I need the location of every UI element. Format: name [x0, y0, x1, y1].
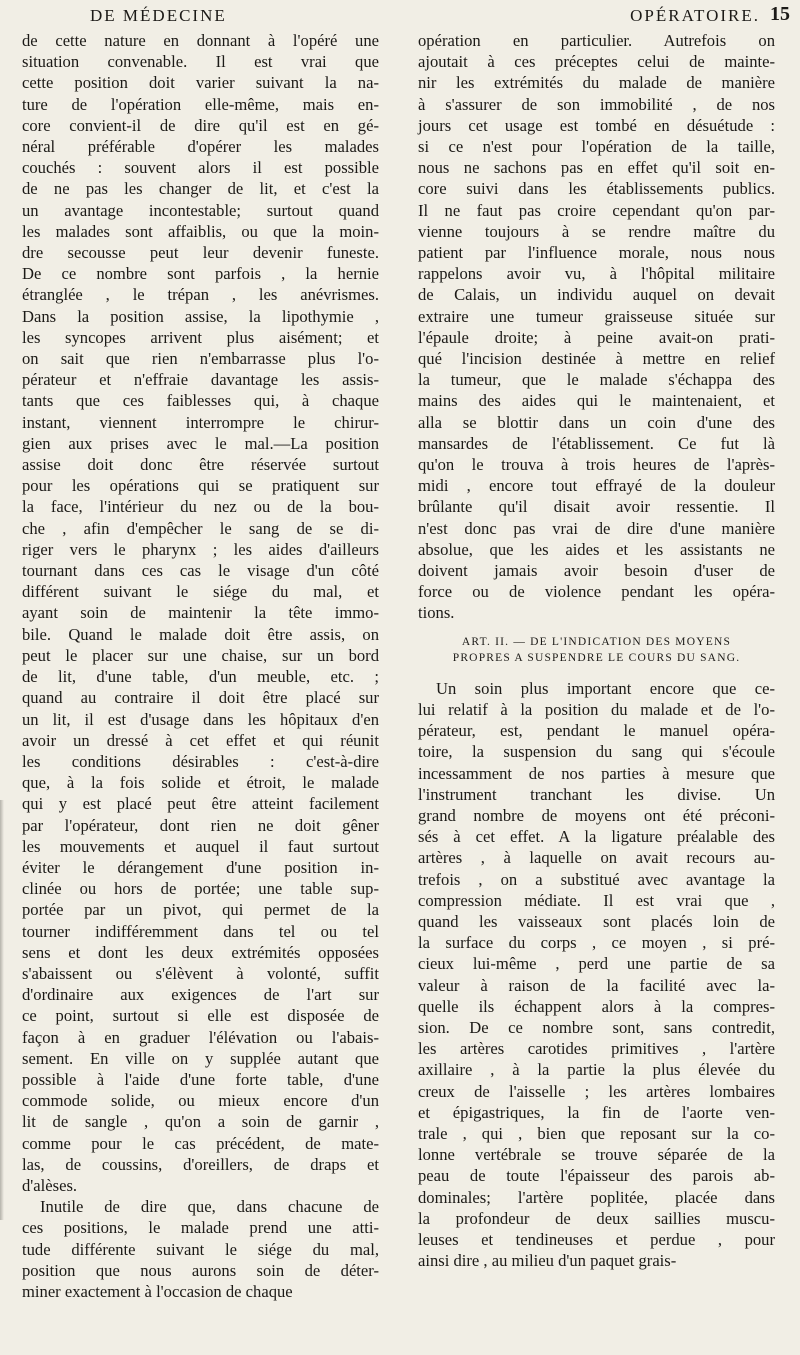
text-line: n'est donc pas vrai de dire d'une manière	[418, 518, 775, 538]
page-number: 15	[770, 3, 790, 25]
text-line: Un soin plus important encore que ce-	[436, 678, 775, 698]
text-line: toire, la suspension du sang qui s'écoule	[418, 742, 775, 762]
text-line: nir les extrémités du malade de manière	[418, 73, 775, 93]
text-line: ce point, surtout si elle est disposée de	[22, 1006, 379, 1026]
text-line: les mouvements et auquel il faut surtout	[22, 836, 379, 856]
header-left-title: DE MÉDECINE	[90, 6, 227, 25]
text-line: creux de l'aisselle ; les artères lombaires	[418, 1081, 775, 1101]
text-line: core convient-il de dire qu'il est en gé-	[22, 115, 379, 135]
text-line: on sait que rien n'embarrasse plus l'o-	[22, 349, 379, 369]
text-line: d'ordinaire aux exigences de l'art sur	[22, 985, 379, 1005]
text-line: riger vers le pharynx ; les aides d'ailleurs	[22, 539, 379, 559]
text-line: si ce n'est pour l'opération de la taille,	[418, 137, 775, 157]
text-line: peau de toute l'épaisseur des parois ab-	[418, 1166, 775, 1186]
text-line: absolue, que les aides et les assistants ne	[418, 539, 775, 559]
text-line: Dans la position assise, la lipothymie ,	[22, 306, 379, 326]
text-line: pour les opérations qui se pratiquent sur	[22, 476, 379, 496]
text-line: dominales; l'artère poplitée, placée dans	[418, 1187, 775, 1207]
text-line: les malades sont affaiblis, ou que la moin-	[22, 221, 379, 241]
text-line: force ou de violence pendant les opéra-	[418, 582, 775, 602]
text-line: lui relatif à la position du malade et de l'o-	[418, 699, 775, 719]
text-line: lit de sangle , qu'on a soin de garnir ,	[22, 1112, 379, 1132]
text-line: pérateur, est, pendant le manuel opéra-	[418, 721, 775, 741]
text-line: différent suivant le siége du mal, et	[22, 582, 379, 602]
text-line: un lit, il est d'usage dans les hôpitaux d'en	[22, 709, 379, 729]
text-line: l'instrument tranchant les divise. Un	[418, 784, 775, 804]
text-line: rappelons avoir vu, à l'hôpital militaire	[418, 264, 775, 284]
text-line: gien aux prises avec le mal.—La position	[22, 433, 379, 453]
text-line: patient par l'influence morale, nous nous	[418, 243, 775, 263]
text-line: trale , qui , bien que reposant sur la co-	[418, 1123, 775, 1143]
text-line: peut le placer sur une chaise, sur un bord	[22, 645, 379, 665]
text-line: la surface du corps , ce moyen , si pré-	[418, 933, 775, 953]
text-line: opération en particulier. Autrefois on	[418, 31, 775, 50]
text-line: tants que ces faiblesses qui, à chaque	[22, 391, 379, 411]
text-line: l'épaule droite; à peine avait-on prati-	[418, 327, 775, 347]
text-line: quand au contraire il doit être placé sur	[22, 688, 379, 708]
text-line: à s'assurer de son immobilité , de nos	[418, 94, 775, 114]
text-line: brûlante qu'il disait avoir ressentie. Il	[418, 497, 775, 517]
text-line: la face, l'intérieur du nez ou de la bou-	[22, 497, 379, 517]
text-line: possible à l'aide d'une forte table, d'une	[22, 1069, 379, 1089]
text-line: assise doit donc être réservée surtout	[22, 455, 379, 475]
text-line: qu'on le trouva à trois heures de l'après-	[418, 455, 775, 475]
text-line: d'alèses.	[22, 1175, 78, 1195]
text-line: ayant soin de maintenir la tête immo-	[22, 603, 379, 623]
text-line: vienne toujours à se rendre maître du	[418, 221, 775, 241]
text-line: éviter le dérangement d'une position in-	[22, 857, 379, 877]
text-line: sens et dont les deux extrémités opposées	[22, 942, 379, 962]
text-line: façon à en graduer l'élévation ou l'abais-	[22, 1027, 379, 1047]
right-paragraph-2	[418, 678, 775, 1272]
text-line: quand les vaisseaux sont placés loin de	[418, 911, 775, 931]
text-line: clinée ou hors de portée; une table sup-	[22, 879, 379, 899]
text-line: couchés : souvent alors il est possible	[22, 158, 379, 178]
text-line: nous ne sachons pas en effet qu'il soit en-	[418, 158, 775, 178]
text-line: artères , à laquelle on avait recours au-	[418, 848, 775, 868]
text-line: pérateur et n'effraie davantage les assis-	[22, 370, 379, 390]
text-line: étranglée , le trépan , les anévrismes.	[22, 285, 379, 305]
text-line: et épigastriques, la fin de l'aorte ven-	[418, 1102, 775, 1122]
text-line: grand nombre de moyens ont été préconi-	[418, 805, 775, 825]
text-line: compression médiate. Il est vrai que ,	[418, 890, 775, 910]
text-line: lonne vertébrale se trouve séparée de la	[418, 1145, 775, 1165]
right-paragraph-1	[418, 30, 775, 624]
text-line: ajoutait à ces préceptes celui de mainte-	[418, 52, 775, 72]
text-line: par l'opérateur, dont rien ne doit gêner	[22, 815, 379, 835]
header-right-title: OPÉRATOIRE.	[630, 6, 760, 25]
text-line: tions.	[418, 603, 455, 623]
text-line: sement. En ville on y supplée autant que	[22, 1048, 379, 1068]
text-line: de Calais, un individu auquel on devait	[418, 285, 775, 305]
text-line: valeur à raison de la facilité avec la-	[418, 975, 775, 995]
text-line: un avantage incontestable; surtout quand	[22, 200, 379, 220]
running-header	[90, 3, 790, 30]
text-line: tournant dans ces cas le visage d'un côté	[22, 561, 379, 581]
text-line: Il ne faut pas croire cependant qu'on par-	[418, 200, 775, 220]
text-line: portée par un pivot, qui permet de la	[22, 900, 379, 920]
text-line: incessamment de nos parties à mesure que	[418, 763, 775, 783]
text-line: instant, viennent interrompre le chirur-	[22, 412, 379, 432]
text-line: la tumeur, que le malade s'échappa des	[418, 370, 775, 390]
text-line: tude différente suivant le siége du mal,	[22, 1239, 379, 1259]
text-line: doivent jamais avoir besoin d'user de	[418, 561, 775, 581]
left-column	[22, 30, 379, 1302]
text-line: la profondeur de deux saillies muscu-	[418, 1208, 775, 1228]
right-column	[418, 30, 775, 1271]
left-paragraph-2	[22, 1196, 379, 1302]
text-line: situation convenable. Il est vrai que	[22, 52, 379, 72]
text-line: les syncopes arrivent plus aisément; et	[22, 327, 379, 347]
text-line: cette position doit varier suivant la na-	[22, 73, 379, 93]
text-line: mansardes de l'établissement. Ce fut là	[418, 433, 775, 453]
article-heading-line-1: ART. II. — DE L'INDICATION DES MOYENS	[461, 635, 732, 648]
text-line: néral préférable d'opérer les malades	[22, 137, 379, 157]
text-line: les artères carotides primitives , l'artère	[418, 1039, 775, 1059]
text-line: trefois , on a substitué avec avantage la	[418, 869, 775, 889]
article-heading-line-2: PROPRES A SUSPENDRE LE COURS DU SANG.	[452, 651, 741, 664]
scan-shadow-edge	[0, 800, 4, 1220]
text-line: midi , encore tout effrayé de la douleur	[418, 476, 775, 496]
text-line: qué l'incision destinée à mettre en relief	[418, 349, 775, 369]
text-line: alla se blottir dans un coin d'une des	[418, 412, 775, 432]
text-line: mains des aides qui le maintenaient, et	[418, 391, 775, 411]
article-heading	[418, 634, 775, 666]
text-line: qui y est placé peut être atteint facilement	[22, 794, 379, 814]
text-line: bile. Quand le malade doit être assis, on	[22, 624, 379, 644]
text-line: ture de l'opération elle-même, mais en-	[22, 94, 379, 114]
left-paragraph-1	[22, 30, 379, 1196]
text-line: de ne pas les changer de lit, et c'est la	[22, 179, 379, 199]
text-line: que, à la fois solide et étroit, le malade	[22, 773, 379, 793]
text-line: Inutile de dire que, dans chacune de	[40, 1197, 379, 1217]
text-line: sés à cet effet. A la ligature préalable des	[418, 827, 775, 847]
text-line: les conditions désirables : c'est-à-dire	[22, 751, 379, 771]
text-line: core suivi dans les établissements publics.	[418, 179, 775, 199]
text-line: position que nous aurons soin de déter-	[22, 1260, 379, 1280]
text-line: de lit, d'une table, d'un meuble, etc. ;	[22, 667, 379, 687]
text-line: jours cet usage est tombé en désuétude :	[418, 115, 775, 135]
text-line: che , afin d'empêcher le sang de se di-	[22, 518, 379, 538]
text-line: avoir un dressé à cet effet et qui réunit	[22, 730, 379, 750]
text-line: comme pour le cas précédent, de mate-	[22, 1133, 379, 1153]
text-line: axillaire , à la partie la plus élevée du	[418, 1060, 775, 1080]
text-line: leuses et tendineuses et perdue , pour	[418, 1229, 775, 1249]
text-line: dre secousse peut leur devenir funeste.	[22, 243, 379, 263]
text-line: quelle ils échappent alors à la compres-	[418, 996, 775, 1016]
text-line: s'abaissent ou s'élèvent à volonté, suffit	[22, 963, 379, 983]
text-line: ainsi dire , au milieu d'un paquet grais-	[418, 1251, 677, 1271]
text-line: las, de coussins, d'oreillers, de draps et	[22, 1154, 379, 1174]
text-line: de cette nature en donnant à l'opéré une	[22, 31, 379, 50]
text-line: De ce nombre sont parfois , la hernie	[22, 264, 379, 284]
text-line: miner exactement à l'occasion de chaque	[22, 1281, 293, 1301]
text-line: ces positions, le malade prend une atti-	[22, 1218, 379, 1238]
text-line: tourner indifféremment dans tel ou tel	[22, 921, 379, 941]
text-line: extraire une tumeur graisseuse située sur	[418, 306, 775, 326]
text-line: commode solide, ou mieux encore d'un	[22, 1091, 379, 1111]
text-line: sion. De ce nombre sont, sans contredit,	[418, 1017, 775, 1037]
text-line: cieux lui-même , perd une partie de sa	[418, 954, 775, 974]
